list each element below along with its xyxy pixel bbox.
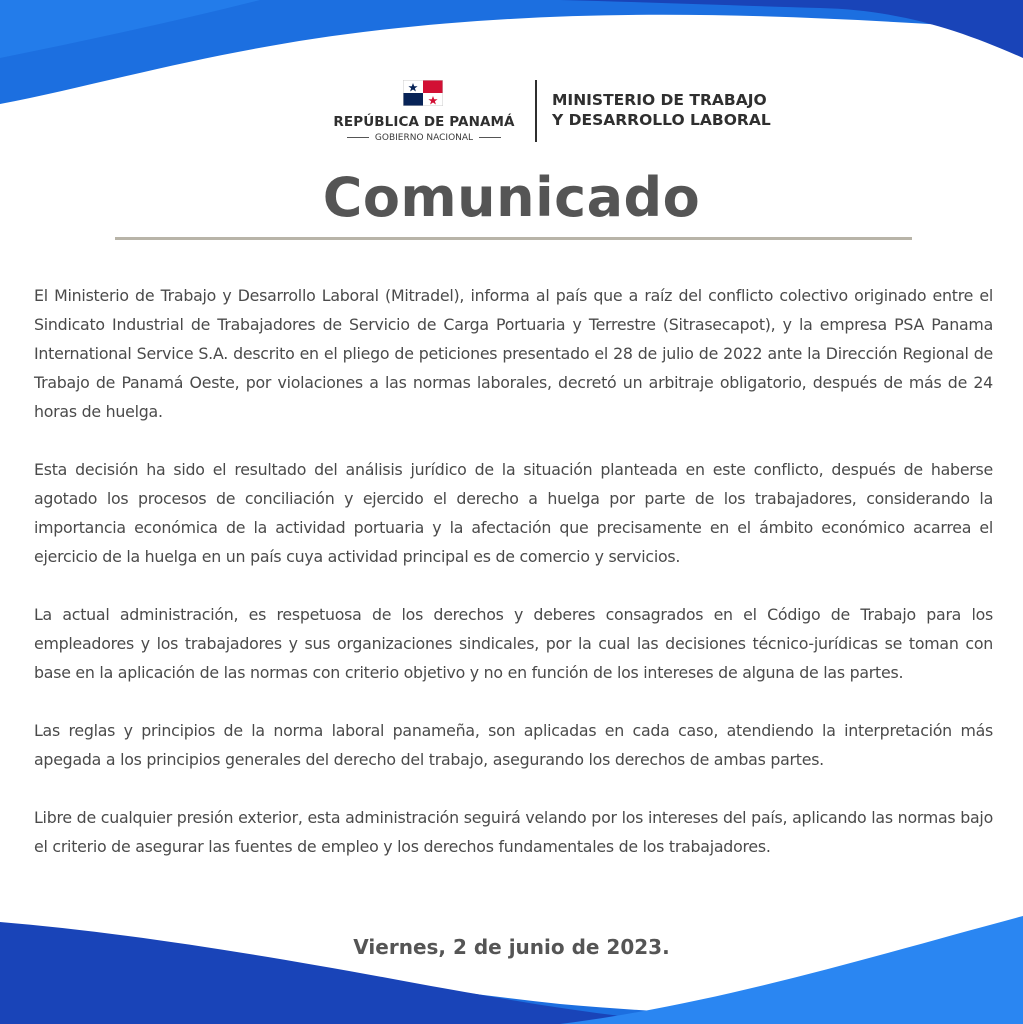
paragraph-1: El Ministerio de Trabajo y Desarrollo Laboral (Mitradel), informa al país que a raíz del conflicto colectivo originado entre el Sindicato Industrial de Trabajadores de Servicio de Carga Portuaria y Terrestre (Sitrasecapot), y la empresa PSA Panama International Service S.A. descrito en el pliego de peticiones presentado el 28 de julio de 2022 ante la Dirección Regional de Trabajo de Panamá Oeste, por violaciones a las normas laborales, decretó un arbitraje obligatorio, después de más de 24 horas de huelga.: [34, 286, 993, 421]
ministry-line-1: MINISTERIO DE TRABAJO: [552, 91, 767, 109]
dash-left: [347, 137, 369, 138]
ministry-name: [552, 90, 771, 130]
ministry-line-2: Y DESARROLLO LABORAL: [552, 111, 771, 129]
government-label: [316, 133, 532, 143]
paragraph-5: Libre de cualquier presión exterior, esta administración seguirá velando por los intereses del país, aplicando las normas bajo el criterio de asegurar las fuentes de empleo y los derechos fundamentales de los trabajadores.: [34, 808, 993, 856]
title-underline: [115, 237, 912, 240]
country-name: REPÚBLICA DE PANAMÁ: [333, 114, 515, 130]
statement-date: Viernes, 2 de junio de 2023.: [353, 935, 670, 959]
statement-body: [34, 281, 993, 890]
page-title: Comunicado: [322, 166, 701, 229]
dash-right: [479, 137, 501, 138]
header: [0, 78, 1023, 148]
bottom-wave-decoration: [0, 904, 1023, 1024]
paragraph-4: Las reglas y principios de la norma laboral panameña, son aplicadas en cada caso, atendiendo la interpretación más apegada a los principios generales del derecho del trabajo, asegurando los derechos de ambas partes.: [34, 721, 993, 769]
paragraph-2: Esta decisión ha sido el resultado del análisis jurídico de la situación planteada en este conflicto, después de haberse agotado los procesos de conciliación y ejercido el derecho a huelga por parte de los trabajadores, considerando la importancia económica de la actividad portuaria y la afectación que precisamente en el ámbito económico acarrea el ejercicio de la huelga en un país cuya actividad principal es de comercio y servicios.: [34, 460, 993, 566]
paragraph-3: La actual administración, es respetuosa de los derechos y deberes consagrados en el Código de Trabajo para los empleadores y los trabajadores y sus organizaciones sindicales, por la cual las decisiones técnico-jurídicas se toman con base en la aplicación de las normas con criterio objetivo y no en función de los intereses de alguna de las partes.: [34, 605, 993, 682]
header-divider: [535, 80, 537, 142]
government-text: GOBIERNO NACIONAL: [374, 133, 474, 143]
panama-flag-icon: [403, 80, 443, 106]
